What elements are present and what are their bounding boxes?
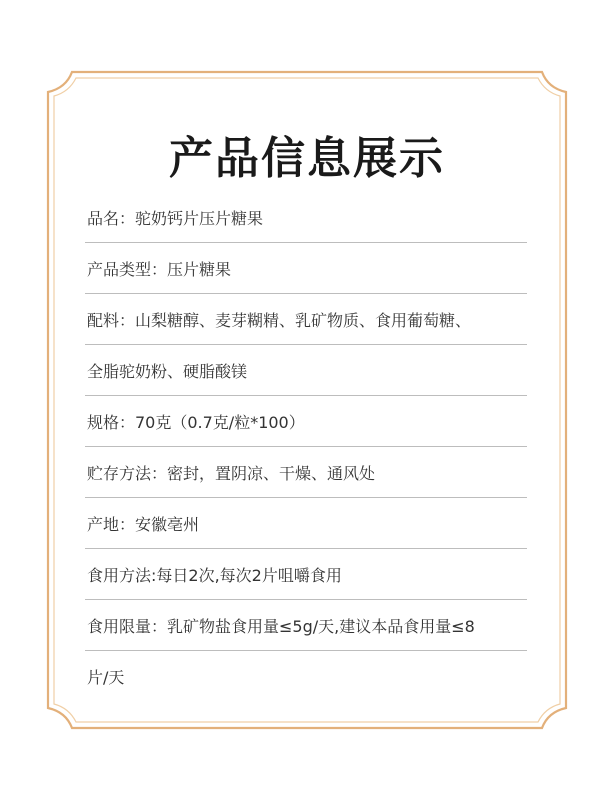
info-row	[85, 192, 527, 243]
info-row-text: 产品类型：压片糖果	[87, 260, 232, 279]
info-row	[85, 600, 527, 651]
info-row-text: 片/天	[87, 668, 125, 687]
info-row	[85, 447, 527, 498]
info-row-text: 食用限量：乳矿物盐食用量≤5g/天,建议本品食用量≤8	[87, 617, 475, 636]
info-row-text: 品名：驼奶钙片压片糖果	[87, 209, 264, 228]
info-row-text: 规格：70克（0.7克/粒*100）	[87, 413, 305, 432]
info-row-text: 产地：安徽亳州	[87, 515, 200, 534]
info-row	[85, 294, 527, 345]
info-row	[85, 549, 527, 600]
info-row	[85, 345, 527, 396]
info-row-text: 配料：山梨糖醇、麦芽糊精、乳矿物质、食用葡萄糖、	[87, 311, 472, 330]
info-row-text: 食用方法:每日2次,每次2片咀嚼食用	[87, 566, 342, 585]
product-info-list	[85, 192, 527, 702]
info-row-text: 全脂驼奶粉、硬脂酸镁	[87, 362, 248, 381]
info-row	[85, 243, 527, 294]
info-row	[85, 498, 527, 549]
page-title: 产品信息展示	[169, 133, 445, 184]
info-row-text: 贮存方法：密封，置阴凉、干燥、通风处	[87, 464, 376, 483]
info-row	[85, 651, 527, 702]
info-row	[85, 396, 527, 447]
